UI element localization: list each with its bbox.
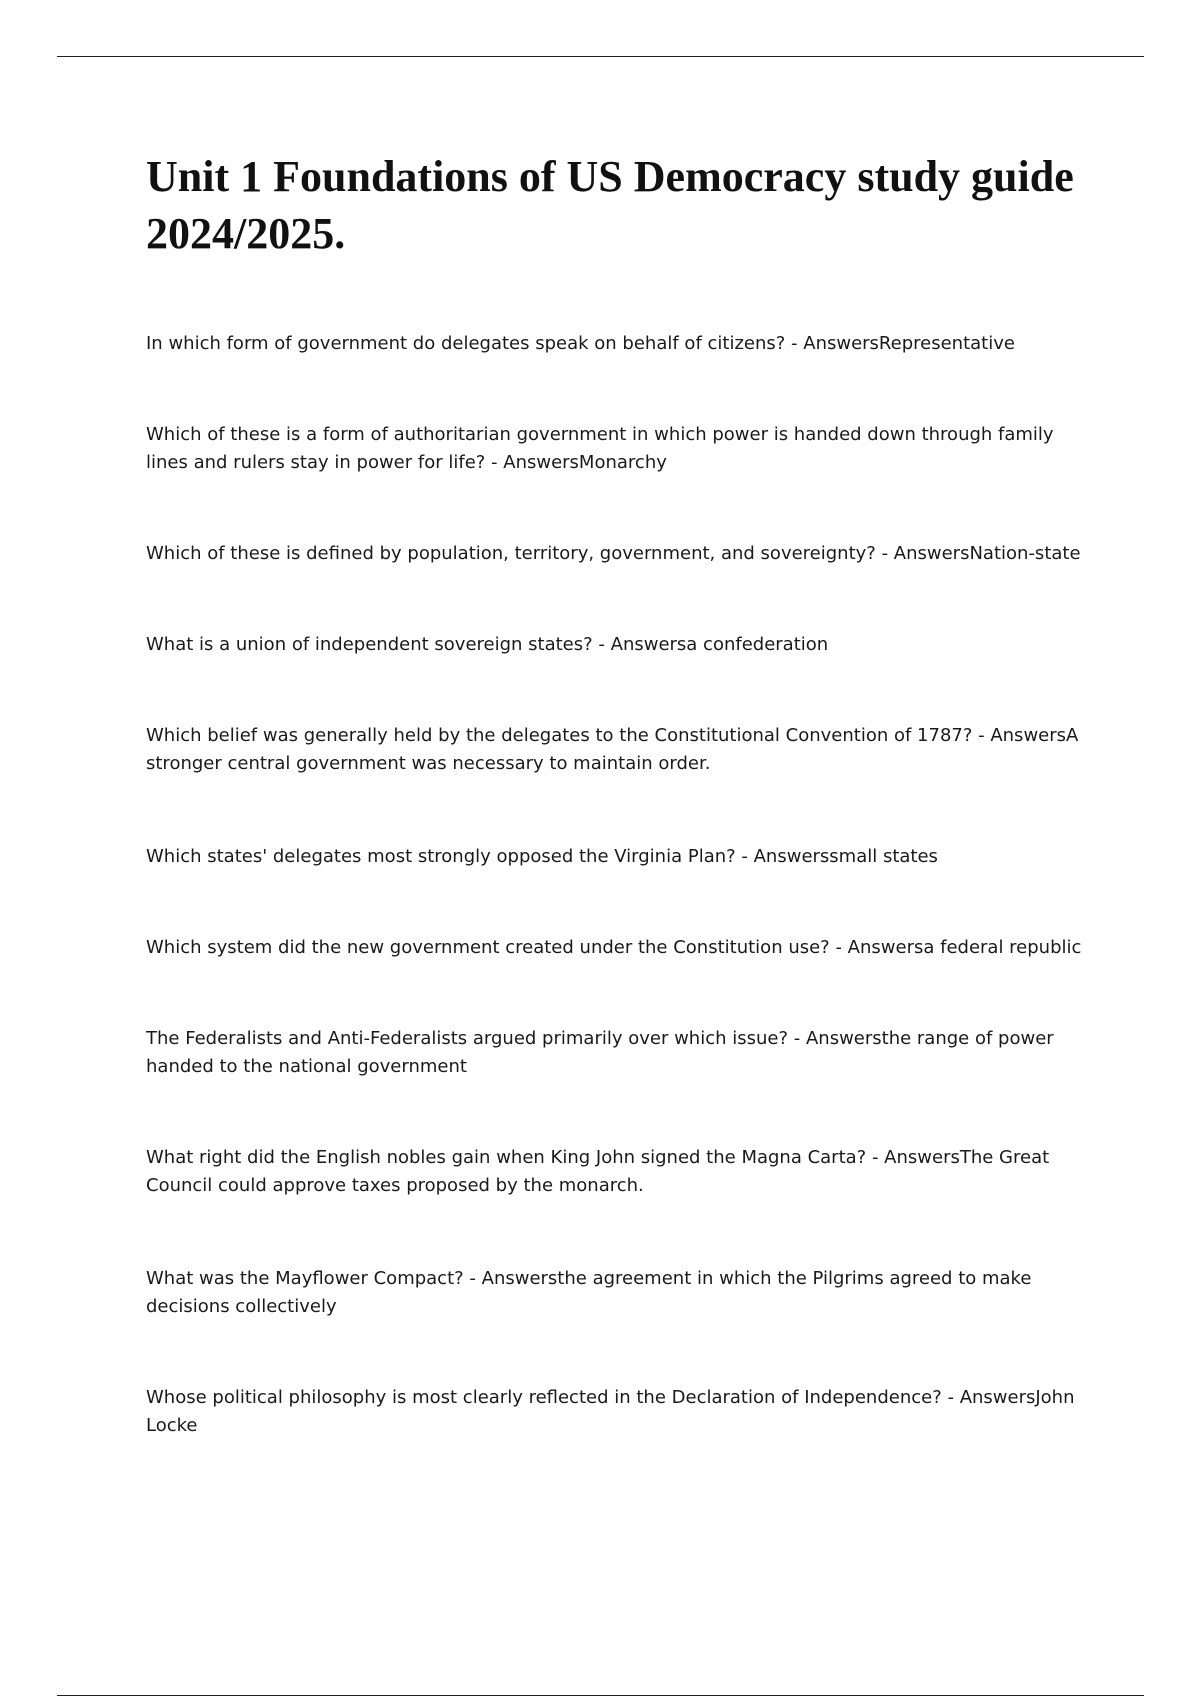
qa-line: Which system did the new government created under the Constitution use? - Answersa federal republic bbox=[146, 937, 1082, 958]
qa-item-7 bbox=[146, 934, 1086, 962]
qa-item-2 bbox=[146, 421, 1086, 477]
qa-item-4 bbox=[146, 631, 1086, 659]
document-title: Unit 1 Foundations of US Democracy study guide 2024/2025. bbox=[146, 152, 1074, 258]
qa-line: Whose political philosophy is most clearly reflected in the Declaration of Independence? - AnswersJohn bbox=[146, 1387, 1075, 1408]
qa-line: In which form of government do delegates speak on behalf of citizens? - AnswersRepresentative bbox=[146, 333, 1015, 354]
qa-line: Which belief was generally held by the delegates to the Constitutional Convention of 1787? - AnswersA bbox=[146, 725, 1079, 746]
qa-line: Council could approve taxes proposed by the monarch. bbox=[146, 1175, 644, 1196]
qa-item-6 bbox=[146, 843, 1086, 871]
qa-item-10 bbox=[146, 1265, 1086, 1321]
qa-line: Which of these is a form of authoritarian government in which power is handed down through family bbox=[146, 424, 1054, 445]
qa-line: Which states' delegates most strongly opposed the Virginia Plan? - Answerssmall states bbox=[146, 846, 938, 867]
qa-line: What is a union of independent sovereign states? - Answersa confederation bbox=[146, 634, 829, 655]
qa-line: handed to the national government bbox=[146, 1056, 467, 1077]
qa-line: stronger central government was necessary to maintain order. bbox=[146, 753, 711, 774]
qa-item-5 bbox=[146, 722, 1086, 778]
qa-line: The Federalists and Anti-Federalists argued primarily over which issue? - Answersthe range of power bbox=[146, 1028, 1054, 1049]
qa-item-9 bbox=[146, 1144, 1086, 1200]
qa-item-1 bbox=[146, 330, 1086, 358]
bottom-divider bbox=[57, 1695, 1144, 1696]
qa-line: What was the Mayflower Compact? - Answersthe agreement in which the Pilgrims agreed to make bbox=[146, 1268, 1032, 1289]
qa-item-11 bbox=[146, 1384, 1086, 1440]
qa-line: Locke bbox=[146, 1415, 198, 1436]
qa-item-3 bbox=[146, 540, 1086, 568]
qa-item-8 bbox=[146, 1025, 1086, 1081]
qa-line: decisions collectively bbox=[146, 1296, 337, 1317]
qa-line: Which of these is defined by population, territory, government, and sovereignty? - AnswersNation-state bbox=[146, 543, 1081, 564]
top-divider bbox=[57, 56, 1144, 57]
qa-line: lines and rulers stay in power for life? - AnswersMonarchy bbox=[146, 452, 667, 473]
qa-line: What right did the English nobles gain when King John signed the Magna Carta? - AnswersThe Great bbox=[146, 1147, 1050, 1168]
